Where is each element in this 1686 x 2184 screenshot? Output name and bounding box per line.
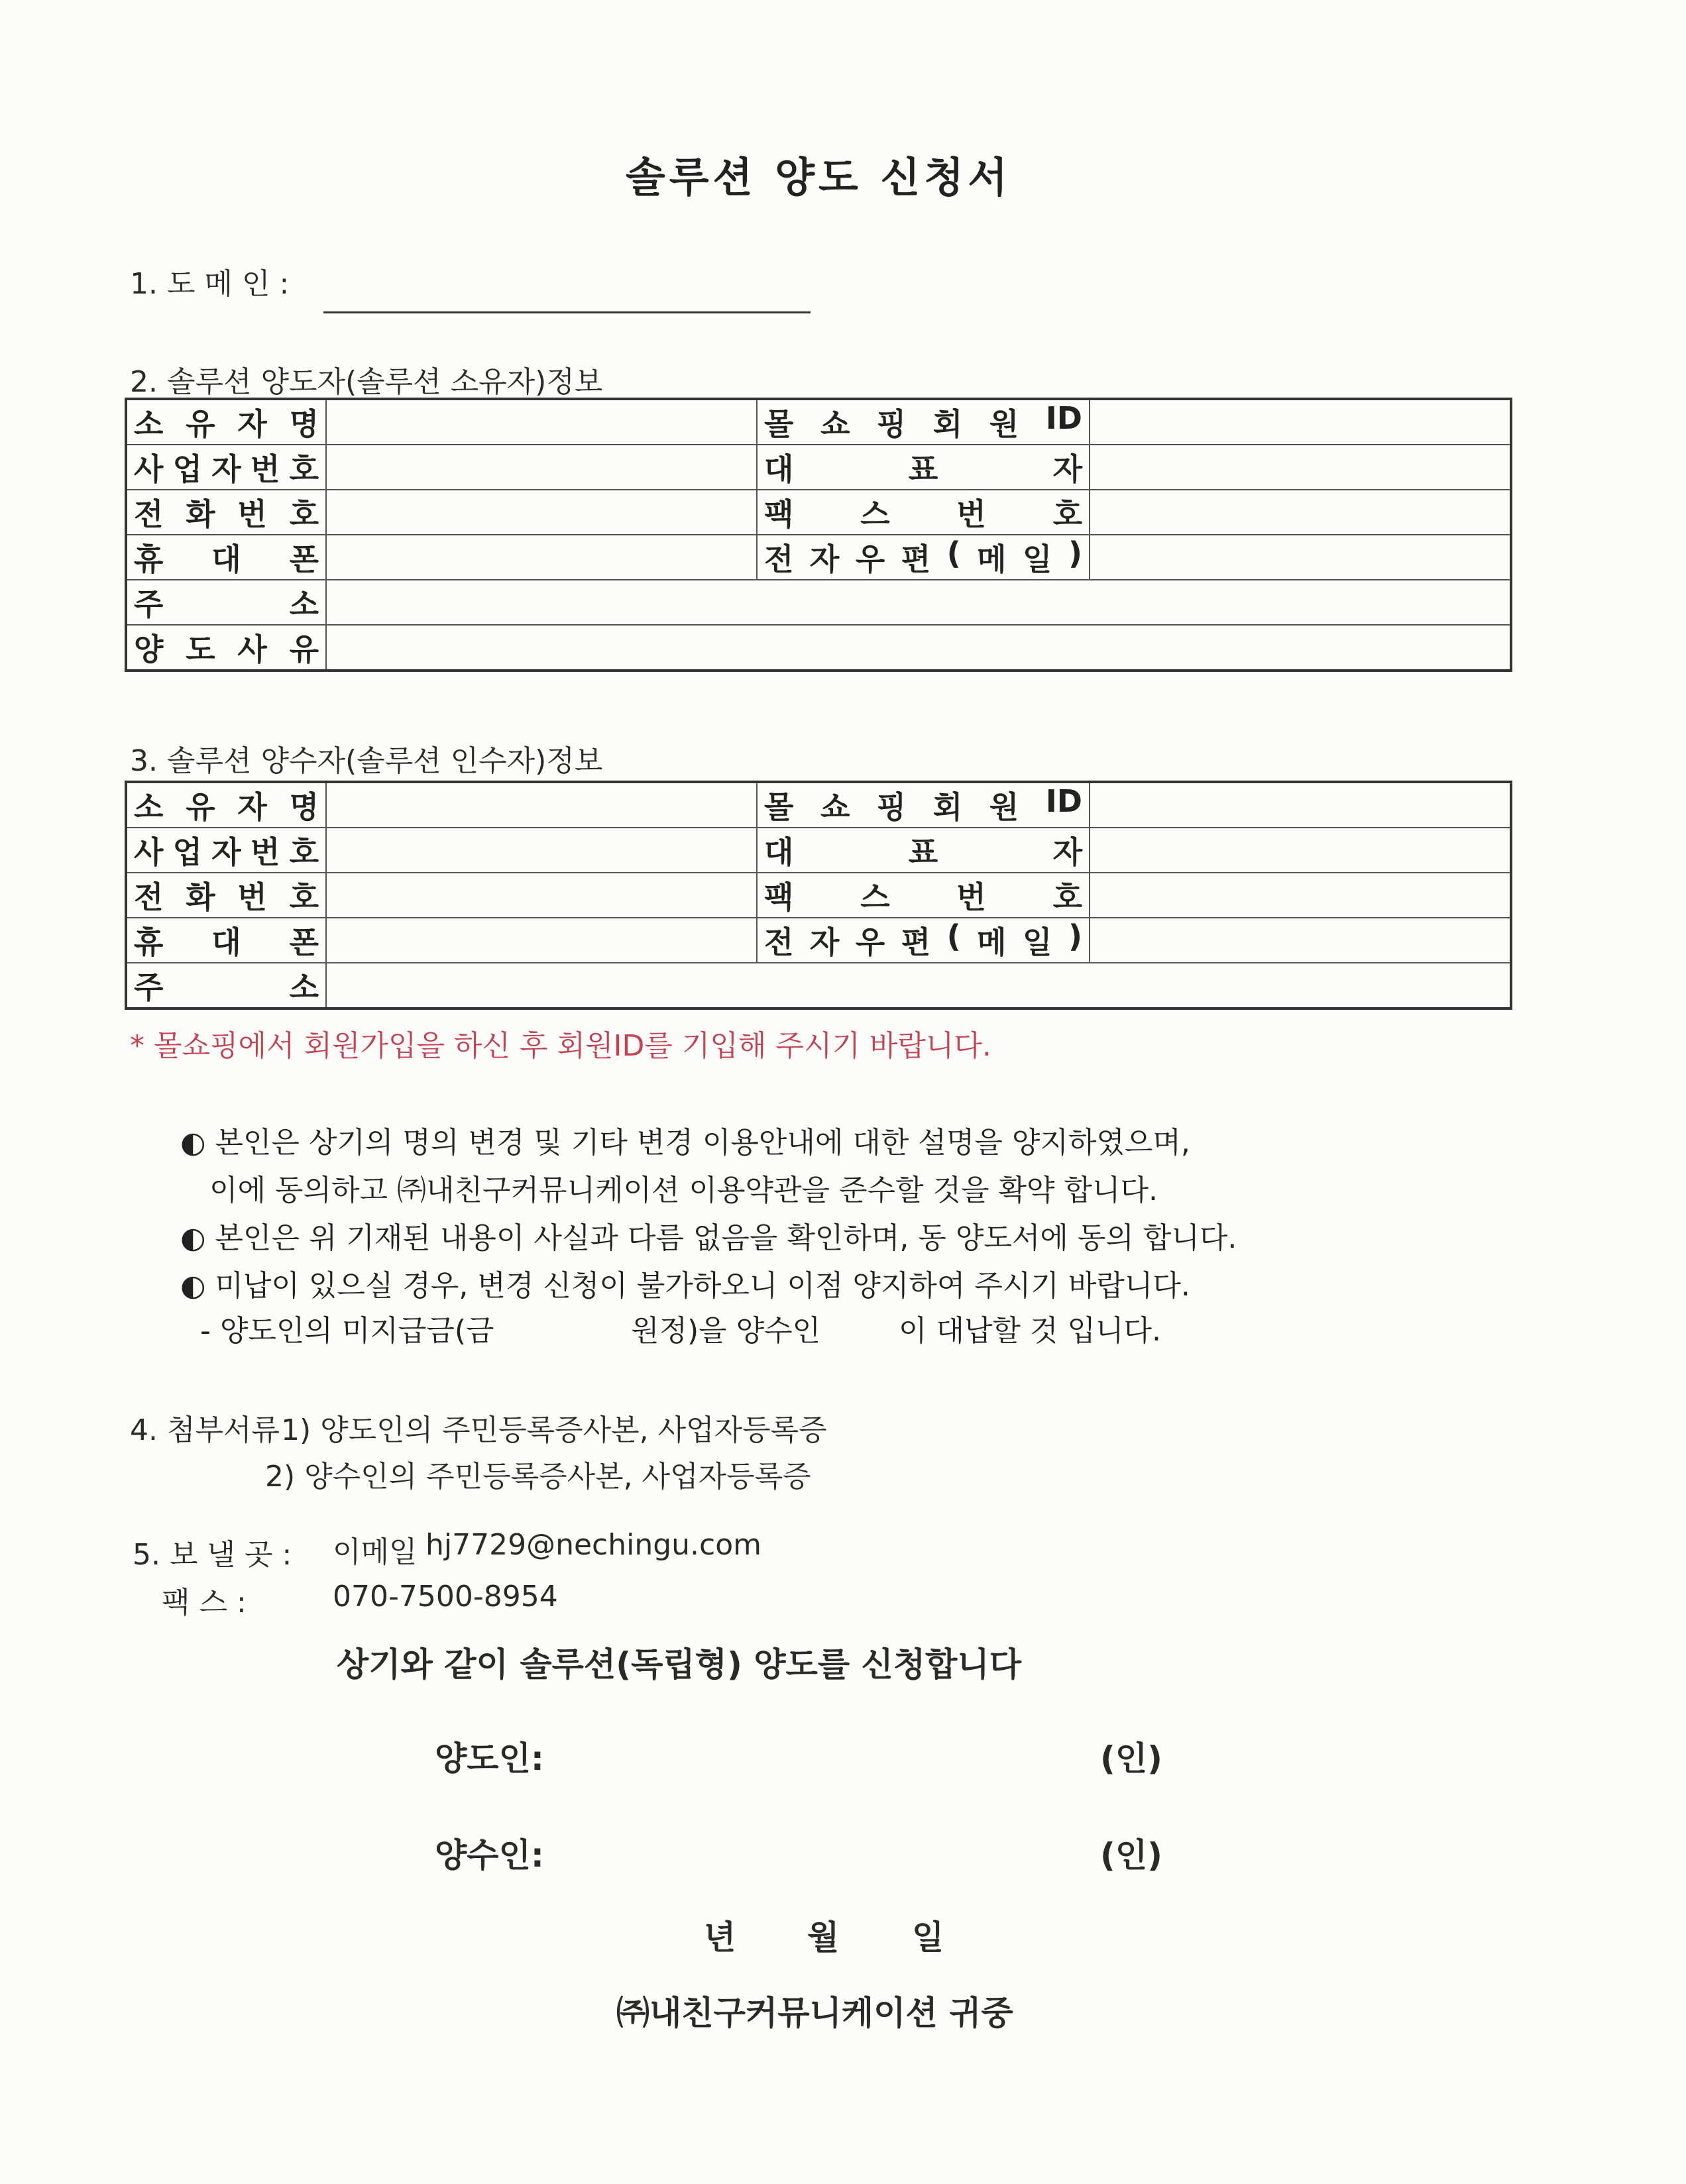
transferee-table [125,781,1512,1010]
transferee-seal: (인) [1100,1836,1163,1875]
transferor-table [125,398,1512,672]
date-month: 월 [807,1918,840,1957]
date-day: 일 [912,1918,944,1957]
spaced-label: 팩 스 번 호 [764,496,1082,532]
transferor-heading: 2. 솔루션 양도자(솔루션 소유자)정보 [130,365,603,399]
transferee-label: 양수인: [435,1836,544,1875]
label-owner-name [126,782,326,828]
member-id-note: * 몰쇼핑에서 회원가입을 하신 후 회원ID를 기입해 주시기 바랍니다. [130,1029,991,1063]
label-email [757,535,1090,580]
label-address [126,580,326,625]
agreement-line: ◐ 본인은 상기의 명의 변경 및 기타 변경 이용안내에 대한 설명을 양지하였으며, [180,1126,1190,1160]
agreement-line: ◐ 본인은 위 기재된 내용이 사실과 다름 없음을 확인하며, 동 양도서에 동의 합니다. [180,1221,1237,1255]
table-row [126,535,1511,580]
domain-input-line[interactable] [323,311,811,313]
business-number-field[interactable] [326,828,757,873]
agreement-line: ◐ 미납이 있으실 경우, 변경 신청이 불가하오니 이점 양지하여 주시기 바랍니다. [180,1269,1190,1303]
spaced-label: 전 화 번 호 [134,496,319,532]
business-number-field[interactable] [326,445,757,490]
table-row [126,490,1511,535]
attachment-item: 2) 양수인의 주민등록증사본, 사업자등록증 [265,1460,811,1494]
spaced-label: 몰 쇼 핑 회 원 ID [764,783,1082,825]
spaced-label: 전 자 우 편 ( 메 일 ) [764,535,1082,577]
spaced-label: 사 업 자 번 호 [134,834,319,870]
email-prefix: 이메일 [333,1535,418,1569]
date-year: 년 [704,1918,736,1957]
table-row [126,918,1511,963]
label-phone [126,873,326,918]
address-field[interactable] [326,963,1511,1009]
spaced-label: 사 업 자 번 호 [134,451,319,487]
transfer-reason-field[interactable] [326,625,1511,671]
table-row [126,782,1511,828]
label-representative [757,828,1090,873]
spaced-label: 전 자 우 편 ( 메 일 ) [764,918,1082,960]
table-row [126,580,1511,625]
transferor-label: 양도인: [435,1739,544,1778]
address-field[interactable] [326,580,1511,625]
phone-field[interactable] [326,490,757,535]
arrears-middle: 원정)을 양수인 [631,1314,821,1348]
table-row [126,625,1511,671]
mobile-field[interactable] [326,535,757,580]
spaced-label: 몰 쇼 핑 회 원 ID [764,400,1082,442]
table-row [126,399,1511,445]
owner-name-field[interactable] [326,399,757,445]
label-fax [757,873,1090,918]
phone-field[interactable] [326,873,757,918]
label-address [126,963,326,1009]
table-row [126,445,1511,490]
owner-name-field[interactable] [326,782,757,828]
representative-field[interactable] [1090,828,1511,873]
spaced-label: 휴 대 폰 [134,924,319,960]
spaced-label: 양 도 사 유 [134,631,319,667]
arrears-prefix: - 양도인의 미지급금(금 [200,1314,494,1348]
declaration: 상기와 같이 솔루션(독립형) 양도를 신청합니다 [337,1645,1022,1684]
spaced-label: 주 소 [134,586,319,622]
member-id-field[interactable] [1090,782,1511,828]
label-member-id [757,399,1090,445]
label-owner-name [126,399,326,445]
contact-fax: 070-7500-8954 [333,1580,558,1613]
spaced-label: 대 표 자 [764,451,1082,487]
fax-field[interactable] [1090,873,1511,918]
table-row [126,963,1511,1009]
arrears-suffix: 이 대납할 것 입니다. [899,1314,1161,1348]
page-title: 솔루션 양도 신청서 [625,153,1012,201]
label-transfer-reason [126,625,326,671]
label-member-id [757,782,1090,828]
contact-email[interactable]: hj7729@nechingu.com [425,1528,762,1562]
attachment-item: 1) 양도인의 주민등록증사본, 사업자등록증 [281,1413,827,1447]
label-representative [757,445,1090,490]
fax-label: 팩 스 : [162,1586,247,1619]
transferee-heading: 3. 솔루션 양수자(솔루션 인수자)정보 [130,744,603,778]
email-field[interactable] [1090,918,1511,963]
representative-field[interactable] [1090,445,1511,490]
email-field[interactable] [1090,535,1511,580]
label-business-number [126,445,326,490]
label-mobile [126,918,326,963]
send-to-label: 5. 보 낼 곳 : [133,1538,292,1572]
spaced-label: 소 유 자 명 [134,406,319,442]
spaced-label: 휴 대 폰 [134,541,319,577]
label-email [757,918,1090,963]
agreement-line: 이에 동의하고 ㈜내친구커뮤니케이션 이용약관을 준수할 것을 확약 합니다. [209,1174,1158,1207]
table-row [126,828,1511,873]
spaced-label: 팩 스 번 호 [764,879,1082,915]
fax-field[interactable] [1090,490,1511,535]
member-id-field[interactable] [1090,399,1511,445]
mobile-field[interactable] [326,918,757,963]
label-mobile [126,535,326,580]
label-fax [757,490,1090,535]
attachments-label: 4. 첨부서류 [130,1413,280,1447]
recipient: ㈜내친구커뮤니케이션 귀중 [616,1994,1013,2032]
spaced-label: 주 소 [134,969,319,1005]
domain-label: 1. 도 메 인 : [130,267,290,301]
transferor-seal: (인) [1100,1739,1163,1778]
label-business-number [126,828,326,873]
label-phone [126,490,326,535]
spaced-label: 소 유 자 명 [134,789,319,825]
spaced-label: 대 표 자 [764,834,1082,870]
spaced-label: 전 화 번 호 [134,879,319,915]
table-row [126,873,1511,918]
